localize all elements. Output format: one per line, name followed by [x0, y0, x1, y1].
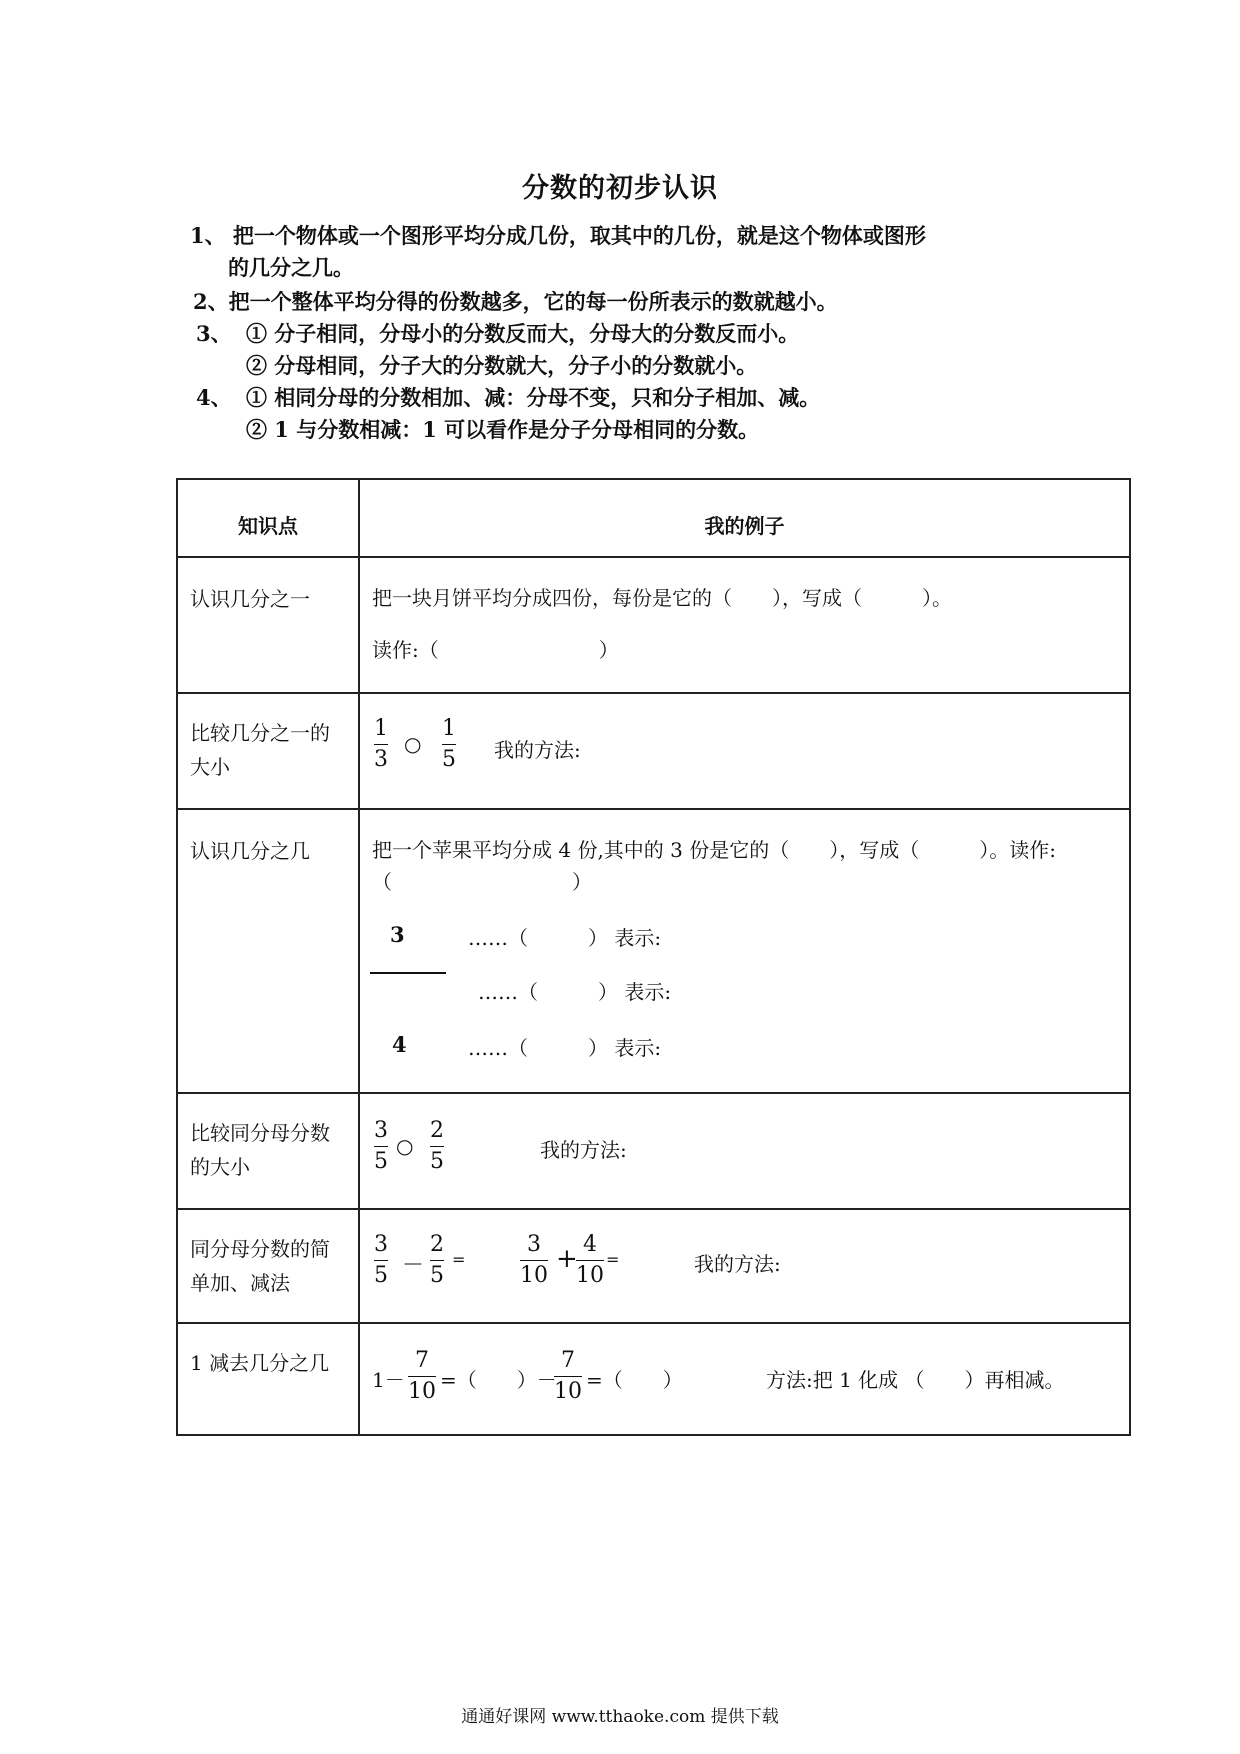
- fraction-bar: [430, 1146, 444, 1147]
- denominator: 5: [442, 747, 456, 772]
- denominator: 5: [374, 1263, 388, 1288]
- fraction-four-tenths: [576, 1232, 604, 1289]
- fraction-three-tenths: [520, 1232, 548, 1289]
- table-row: [177, 557, 1130, 693]
- example-text-line-2: （ ）: [372, 870, 592, 894]
- big-fraction-numerator: 3: [390, 922, 405, 947]
- numerator: 1: [442, 716, 456, 741]
- fraction-three-fifths: [374, 1232, 388, 1289]
- row-label: 比较几分之一的大小: [190, 721, 330, 779]
- plus-sign: +: [556, 1244, 578, 1274]
- fraction-one-fifth: [442, 716, 456, 773]
- example-text-line-1: 把一个苹果平均分成 4 份,其中的 3 份是它的（ ），写成（ ）。读作:: [372, 838, 1056, 862]
- row-label: 1 减去几分之几: [190, 1351, 330, 1375]
- denominator: 5: [430, 1149, 444, 1174]
- rule-3-number: 3、: [196, 321, 232, 346]
- denominator: 10: [576, 1263, 604, 1288]
- compare-circle[interactable]: ○: [404, 732, 422, 756]
- rule-3-line-1: ① 分子相同，分母小的分数反而大，分母大的分数反而小。: [246, 321, 800, 346]
- fraction-bar: [442, 744, 456, 745]
- fraction-bar: [408, 1376, 436, 1377]
- fraction-bar: [374, 1260, 388, 1261]
- method-label: 我的方法:: [494, 738, 581, 762]
- row-label: 认识几分之几: [190, 839, 310, 863]
- table-header-row: [177, 479, 1130, 557]
- header-my-example: 我的例子: [359, 479, 1130, 557]
- fraction-one-third: [374, 716, 388, 773]
- fraction-bar: [576, 1260, 604, 1261]
- denominator-meaning: ……（ ） 表示:: [468, 1036, 662, 1060]
- equals-sign: =: [452, 1250, 466, 1269]
- rule-2: 2、把一个整体平均分得的份数越多，它的每一份所表示的数就越小。: [193, 289, 838, 314]
- rule-4-line-1: ① 相同分母的分数相加、减：分母不变，只和分子相加、减。: [246, 385, 821, 410]
- numerator: 2: [430, 1118, 444, 1143]
- row-label: 同分母分数的简单加、减法: [190, 1237, 330, 1295]
- big-fraction-bar: [370, 972, 446, 974]
- numerator-meaning: ……（ ） 表示:: [468, 926, 662, 950]
- numerator: 2: [430, 1232, 444, 1257]
- one-minus: 1－: [372, 1368, 405, 1392]
- footer-credit: 通通好课网 www.tthaoke.com 提供下载: [461, 1707, 779, 1727]
- method-label: 我的方法:: [694, 1252, 781, 1276]
- row-label: 比较同分母分数的大小: [190, 1121, 330, 1179]
- row-label: 认识几分之一: [190, 587, 310, 611]
- fraction-bar: [374, 744, 388, 745]
- numerator: 3: [374, 1118, 388, 1143]
- fraction-seven-tenths: [554, 1348, 582, 1405]
- rule-3-line-2: ② 分母相同，分子大的分数就大，分子小的分数就小。: [246, 353, 758, 378]
- equals-blank-minus: =（ ）－: [440, 1368, 557, 1392]
- numerator: 7: [415, 1348, 429, 1373]
- example-text-line-2: 读作:（ ）: [372, 638, 619, 662]
- example-text-line-1: 把一块月饼平均分成四份，每份是它的（ ），写成（ ）。: [372, 586, 952, 610]
- minus-sign: －: [402, 1253, 425, 1278]
- rule-1-line-2: 的几分之几。: [228, 255, 354, 280]
- table-row: [177, 1323, 1130, 1435]
- denominator: 5: [430, 1263, 444, 1288]
- bar-meaning: ……（ ） 表示:: [478, 980, 672, 1004]
- equals-blank: =（ ）: [586, 1368, 683, 1392]
- fraction-three-fifths: [374, 1118, 388, 1175]
- table-row: [177, 1093, 1130, 1209]
- fraction-seven-tenths: [408, 1348, 436, 1405]
- numerator: 3: [374, 1232, 388, 1257]
- page-title: 分数的初步认识: [522, 173, 718, 204]
- rule-4-line-2: ② 1 与分数相减：1 可以看作是分子分母相同的分数。: [246, 417, 760, 442]
- denominator: 10: [554, 1379, 582, 1404]
- fraction-bar: [520, 1260, 548, 1261]
- numerator: 7: [561, 1348, 575, 1373]
- denominator: 3: [374, 747, 388, 772]
- numerator: 4: [583, 1232, 597, 1257]
- rule-4-number: 4、: [196, 385, 232, 410]
- knowledge-table: [176, 478, 1131, 1436]
- table-row: [177, 1209, 1130, 1323]
- numerator: 3: [527, 1232, 541, 1257]
- method-label: 我的方法:: [540, 1138, 627, 1162]
- fraction-bar: [430, 1260, 444, 1261]
- fraction-bar: [374, 1146, 388, 1147]
- denominator: 10: [520, 1263, 548, 1288]
- numerator: 1: [374, 716, 388, 741]
- table-row: [177, 809, 1130, 1093]
- method-text: 方法:把 1 化成 （ ）再相减。: [766, 1368, 1065, 1392]
- fraction-two-fifths: [430, 1118, 444, 1175]
- table-row: [177, 693, 1130, 809]
- fraction-two-fifths: [430, 1232, 444, 1289]
- header-knowledge-point: 知识点: [177, 479, 359, 557]
- big-fraction-denominator: 4: [392, 1032, 407, 1057]
- equals-sign: =: [606, 1250, 620, 1269]
- denominator: 5: [374, 1149, 388, 1174]
- denominator: 10: [408, 1379, 436, 1404]
- fraction-bar: [554, 1376, 582, 1377]
- compare-circle[interactable]: ○: [396, 1134, 414, 1158]
- rule-1-line-1: 1、 把一个物体或一个图形平均分成几份，取其中的几份，就是这个物体或图形: [190, 223, 926, 248]
